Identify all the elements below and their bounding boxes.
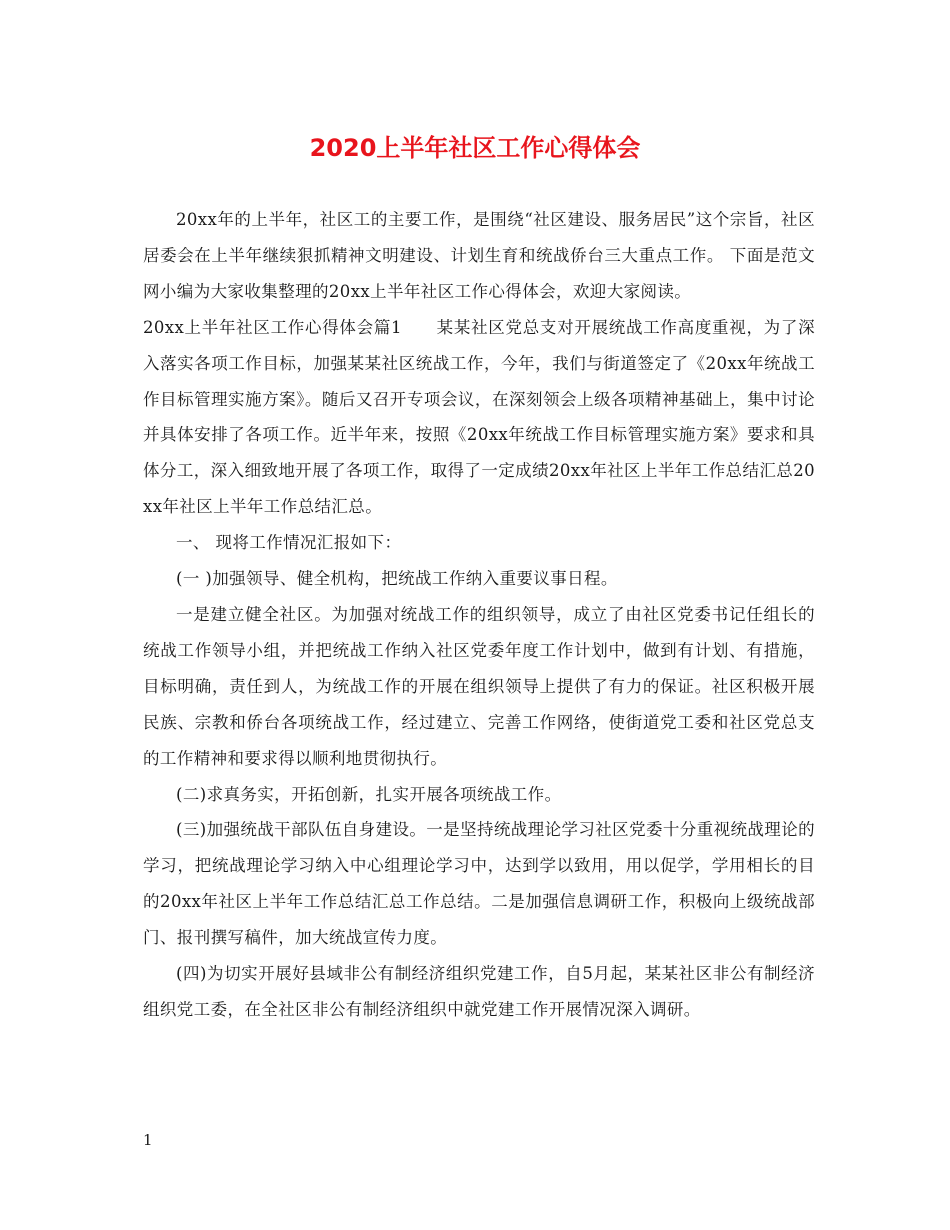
- paragraph-report-lead: 一、 现将工作情况汇报如下：: [176, 533, 402, 553]
- paragraph-item-1-detail: 一是建立健全社区。为加强对统战工作的组织领导，成立了由社区党委书记任组长的统战工作领导小组，并把统战工作纳入社区党委年度工作计划中，做到有计划、有措施，目标明确，责任到人，为统战工作的开展在组织领导上提供了有力的保证。社区积极开展民族、宗教和侨台各项统战工作，经过建立、完善工作网络，使街道党工委和社区党总支的工作精神和要求得以顺利地贯彻执行。: [143, 604, 815, 768]
- paragraph-item-3: (三)加强统战干部队伍自身建设。一是坚持统战理论学习社区党委十分重视统战理论的学习，把统战理论学习纳入中心组理论学习中，达到学以致用，用以促学，学用相长的目的20xx年社区上半年工作总结汇总工作总结。二是加强信息调研工作，积极向上级统战部门、报刊撰写稿件，加大统战宣传力度。: [143, 820, 815, 948]
- document-body: [143, 202, 815, 1028]
- page-number: 1: [143, 1131, 153, 1149]
- paragraph-item-2: (二)求真务实，开拓创新，扎实开展各项统战工作。: [176, 784, 562, 804]
- paragraph-section-heading: 20xx上半年社区工作心得体会篇1 某某社区党总支对开展统战工作高度重视，为了深入落实各项工作目标，加强某某社区统战工作，今年，我们与街道签定了《20xx年统战工作目标管理实施方案》。随后又召开专项会议，在深刻领会上级各项精神基础上，集中讨论并具体安排了各项工作。近半年来，按照《20xx年统战工作目标管理实施方案》要求和具体分工，深入细致地开展了各项工作，取得了一定成绩20xx年社区上半年工作总结汇总20xx年社区上半年工作总结汇总。: [143, 317, 815, 517]
- document-title: 2020上半年社区工作心得体会: [309, 134, 641, 162]
- paragraph-item-1: (一 )加强领导、健全机构，把统战工作纳入重要议事日程。: [176, 569, 618, 589]
- paragraph-item-4: (四)为切实开展好县域非公有制经济组织党建工作，自5月起，某某社区非公有制经济组织党工委，在全社区非公有制经济组织中就党建工作开展情况深入调研。: [143, 964, 815, 1019]
- paragraph-intro: 20xx年的上半年，社区工的主要工作，是围绕“社区建设、服务居民”这个宗旨，社区居委会在上半年继续狠抓精神文明建设、计划生育和统战侨台三大重点工作。 下面是范文网小编为大家收集整理的20xx上半年社区工作心得体会，欢迎大家阅读。: [143, 210, 815, 301]
